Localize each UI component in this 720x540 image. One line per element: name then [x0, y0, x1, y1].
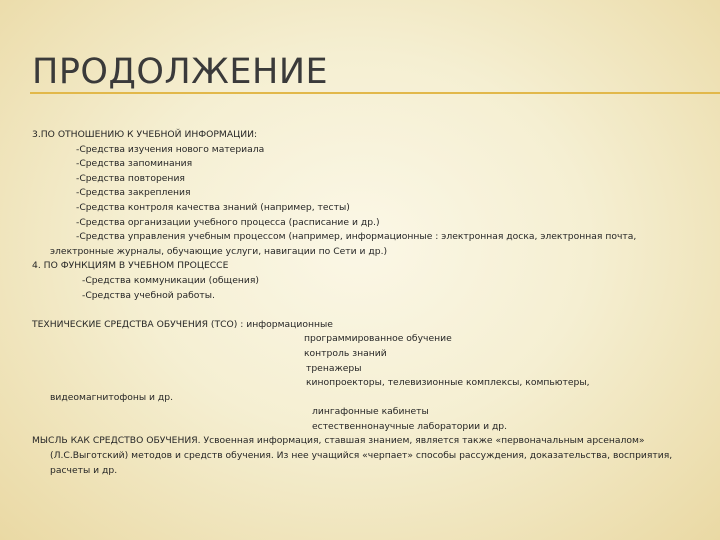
tso-heading: ТЕХНИЧЕСКИЕ СРЕДСТВА ОБУЧЕНИЯ (ТСО) : информационные [32, 318, 333, 330]
list-item: -Средства повторения [76, 172, 185, 184]
section-4-heading: 4. ПО ФУНКЦИЯМ В УЧЕБНОМ ПРОЦЕССЕ [32, 260, 229, 272]
list-item: программированное обучение [304, 333, 452, 345]
slide-title: ПРОДОЛЖЕНИЕ [32, 52, 329, 92]
list-item: естественнонаучные лаборатории и др. [312, 420, 508, 432]
list-item: -Средства коммуникации (общения) [82, 274, 259, 286]
list-item: -Средства организации учебного процесса (расписание и др.) [76, 216, 380, 228]
thought-paragraph: МЫСЛЬ КАК СРЕДСТВО ОБУЧЕНИЯ. Усвоенная информация, ставшая знанием, является также «первоначальным арсеналом» (Л.С.Выготский) методов и средств обучения. Из нее учащийся «черпает» способы рассуждения, доказательства, восприятия, расчеты и др. [32, 435, 673, 476]
list-item: видеомагнитофоны и др. [50, 391, 174, 403]
list-item: контроль знаний [304, 347, 387, 359]
title-divider [30, 92, 720, 94]
list-item: -Средства закрепления [76, 187, 191, 199]
section-3-heading: 3.ПО ОТНОШЕНИЮ К УЧЕБНОЙ ИНФОРМАЦИИ: [32, 129, 258, 140]
list-item: лингафонные кабинеты [312, 406, 429, 418]
list-item: -Средства изучения нового материала [76, 143, 265, 155]
slide-body [32, 128, 692, 478]
list-item: кинопроекторы, телевизионные комплексы, компьютеры, [306, 377, 590, 389]
list-item: -Средства учебной работы. [82, 289, 215, 301]
list-item: тренажеры [306, 362, 362, 374]
list-item: -Средства запоминания [76, 158, 193, 170]
list-item: -Средства управления учебным процессом (например, информационные : электронная доска, электронная почта, электронные журналы, обучающие услуги, навигации по Сети и др.) [50, 231, 637, 257]
list-item: -Средства контроля качества знаний (например, тесты) [76, 201, 350, 213]
spacer [32, 303, 692, 318]
